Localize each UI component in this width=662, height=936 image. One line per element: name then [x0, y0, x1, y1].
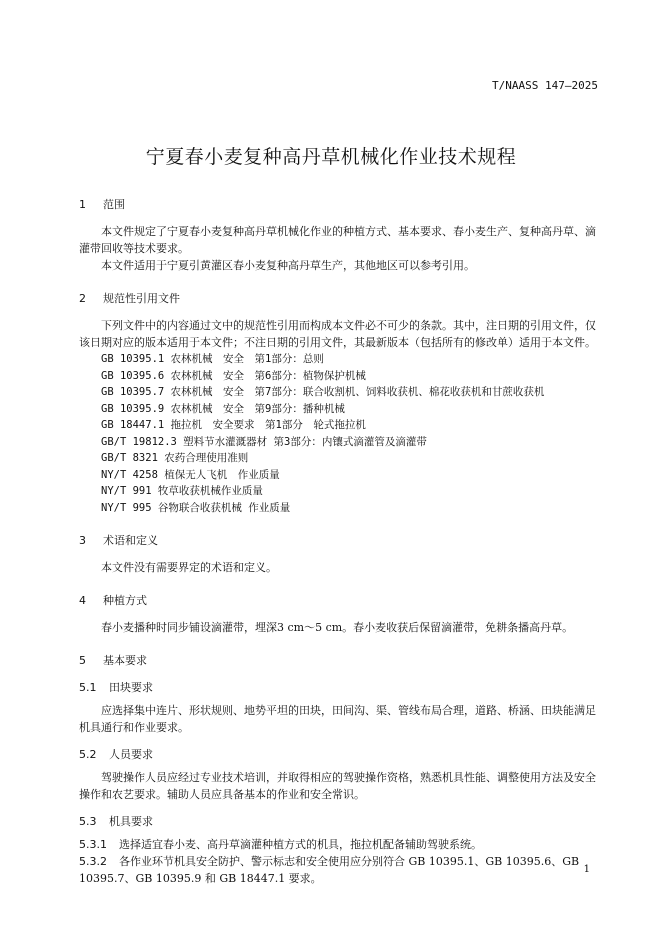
reference-item: GB 10395.6 农林机械 安全 第6部分：植物保护机械 [101, 369, 366, 382]
reference-item: GB 18447.1 拖拉机 安全要求 第1部分 轮式拖拉机 [101, 419, 366, 431]
section-4-heading [79, 592, 600, 609]
subsection-5-3-heading [79, 813, 600, 830]
section-title: 规范性引用文件 [103, 292, 180, 305]
paragraph: 下列文件中的内容通过文中的规范性引用而构成本文件必不可少的条款。其中，注日期的引用文件，仅该日期对应的版本适用于本文件；不注日期的引用文件，其最新版本（包括所有的修改单）适用于本文件。 [79, 319, 596, 349]
paragraph: 本文件适用于宁夏引黄灌区春小麦复种高丹草生产，其他地区可以参考引用。 [101, 259, 475, 272]
subsection-title: 人员要求 [109, 748, 153, 761]
section-title: 基本要求 [103, 654, 147, 667]
section-number: 2 [79, 292, 86, 305]
clause-number: 5.3.1 [79, 838, 107, 851]
section-number: 3 [79, 534, 86, 547]
paragraph: 本文件没有需要界定的术语和定义。 [101, 561, 277, 574]
reference-item: NY/T 4258 植保无人飞机 作业质量 [101, 468, 280, 481]
subsection-number: 5.3 [79, 815, 97, 828]
reference-item: GB/T 19812.3 塑料节水灌溉器材 第3部分：内镶式滴灌管及滴灌带 [101, 435, 427, 448]
section-number: 5 [79, 654, 86, 667]
standard-number: T/NAASS 147—2025 [492, 79, 598, 92]
section-1-heading [79, 196, 600, 213]
subsection-title: 田块要求 [109, 681, 153, 694]
subsection-title: 机具要求 [109, 815, 153, 828]
clause-number: 5.3.2 [79, 855, 107, 868]
subsection-number: 5.1 [79, 681, 97, 694]
section-5-heading [79, 652, 600, 669]
clause-text: 选择适宜春小麦、高丹草滴灌种植方式的机具，拖拉机配备辅助驾驶系统。 [119, 838, 482, 851]
paragraph: 春小麦播种时同步铺设滴灌带，埋深3 cm～5 cm。春小麦收获后保留滴灌带，免耕条播高丹草。 [101, 621, 574, 634]
section-title: 范围 [103, 198, 125, 211]
subsection-5-1-heading [79, 679, 600, 696]
paragraph: 应选择集中连片、形状规则、地势平坦的田块，田间沟、渠、管线布局合理，道路、桥涵、田块能满足机具通行和作业要求。 [79, 704, 596, 734]
section-title: 术语和定义 [103, 534, 158, 547]
clause-text: 各作业环节机具安全防护、警示标志和安全使用应分别符合 GB 10395.1、GB 10395.6、GB 10395.7、GB 10395.9 和 GB 18447.1 要求。 [79, 855, 580, 885]
reference-item: GB 10395.7 农林机械 安全 第7部分：联合收割机、饲料收获机、棉花收获机和甘蔗收获机 [101, 386, 545, 398]
reference-item: GB 10395.1 农林机械 安全 第1部分：总则 [101, 353, 324, 365]
subsection-number: 5.2 [79, 748, 97, 761]
clause-item [79, 853, 600, 887]
document-body [79, 196, 600, 887]
page-number: 1 [583, 864, 590, 875]
section-number: 4 [79, 594, 86, 607]
reference-item: GB/T 8321 农药合理使用准则 [101, 452, 249, 464]
clause-item [79, 836, 600, 853]
document-title: 宁夏春小麦复种高丹草机械化作业技术规程 [145, 146, 517, 168]
section-3-heading [79, 532, 600, 549]
reference-item: GB 10395.9 农林机械 安全 第9部分：播种机械 [101, 402, 345, 415]
section-2-heading [79, 290, 600, 307]
section-number: 1 [79, 198, 86, 211]
section-title: 种植方式 [103, 594, 147, 607]
paragraph: 驾驶操作人员应经过专业技术培训，并取得相应的驾驶操作资格，熟悉机具性能、调整使用方法及安全操作和农艺要求。辅助人员应具备基本的作业和安全常识。 [79, 771, 596, 801]
reference-item: NY/T 991 牧草收获机械作业质量 [101, 485, 263, 497]
reference-item: NY/T 995 谷物联合收获机械 作业质量 [101, 501, 291, 514]
paragraph: 本文件规定了宁夏春小麦复种高丹草机械化作业的种植方式、基本要求、春小麦生产、复种高丹草、滴灌带回收等技术要求。 [79, 225, 596, 255]
subsection-5-2-heading [79, 746, 600, 763]
